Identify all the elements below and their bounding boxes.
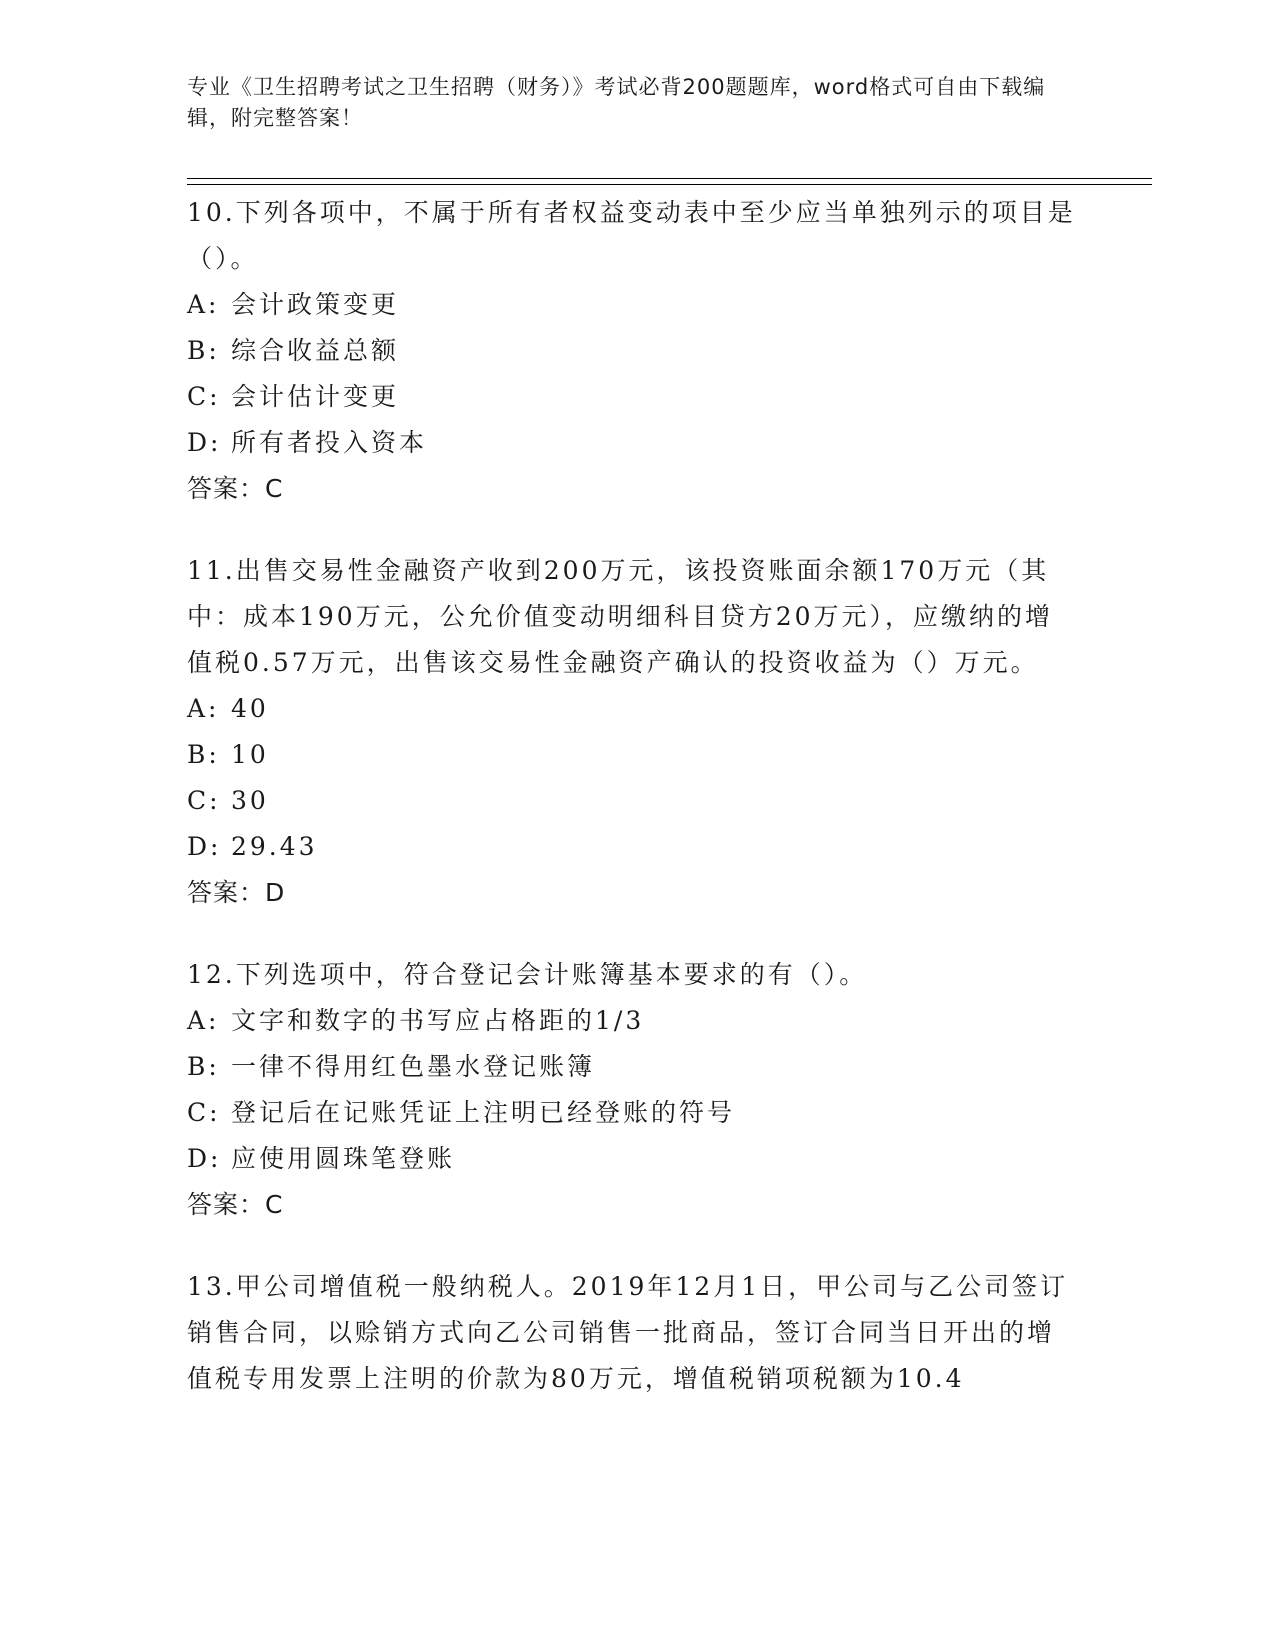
question-13	[187, 1264, 1077, 1402]
option-text: 综合收益总额	[231, 336, 400, 365]
option-letter: B:	[187, 336, 220, 365]
option-letter: B:	[187, 740, 220, 769]
option-text: 登记后在记账凭证上注明已经登账的符号	[231, 1098, 736, 1127]
option-letter: D:	[187, 1144, 222, 1173]
option-text: 会计估计变更	[231, 382, 400, 411]
option-letter: A:	[187, 1006, 220, 1035]
option-text: 所有者投入资本	[231, 428, 428, 457]
question-stem: 11.出售交易性金融资产收到200万元，该投资账面余额170万元（其中：成本190万元，公允价值变动明细科目贷方20万元），应缴纳的增值税0.57万元，出售该交易性金融资产确认的投资收益为（）万元。	[187, 556, 1054, 677]
option-text: 29.43	[231, 832, 318, 861]
option-a	[187, 282, 1077, 328]
option-c	[187, 374, 1077, 420]
option-d	[187, 1136, 1077, 1182]
option-c	[187, 1090, 1077, 1136]
option-letter: B:	[187, 1052, 220, 1081]
document-header: 专业《卫生招聘考试之卫生招聘（财务）》考试必背200题题库，word格式可自由下载编辑，附完整答案！	[187, 75, 1046, 130]
option-letter: A:	[187, 694, 220, 723]
header-divider-bottom	[187, 184, 1152, 185]
option-b	[187, 1044, 1077, 1090]
option-text: 10	[231, 740, 269, 769]
option-letter: C:	[187, 382, 221, 411]
option-letter: D:	[187, 428, 222, 457]
question-stem: 12.下列选项中，符合登记会计账簿基本要求的有（）。	[187, 960, 868, 989]
option-letter: C:	[187, 786, 221, 815]
option-b	[187, 328, 1077, 374]
question-stem: 13.甲公司增值税一般纳税人。2019年12月1日，甲公司与乙公司签订销售合同，以赊销方式向乙公司销售一批商品，签订合同当日开出的增值税专用发票上注明的价款为80万元，增值税销项税额为10.4	[187, 1272, 1069, 1393]
option-a	[187, 686, 1077, 732]
answer-line: 答案：C	[187, 1190, 284, 1219]
option-letter: A:	[187, 290, 220, 319]
question-11	[187, 548, 1077, 916]
option-a	[187, 998, 1077, 1044]
option-letter: D:	[187, 832, 222, 861]
option-b	[187, 732, 1077, 778]
option-text: 一律不得用红色墨水登记账簿	[231, 1052, 596, 1081]
option-d	[187, 420, 1077, 466]
answer-line: 答案：D	[187, 878, 286, 907]
option-text: 30	[231, 786, 269, 815]
question-stem: 10.下列各项中，不属于所有者权益变动表中至少应当单独列示的项目是（）。	[187, 198, 1076, 273]
question-10	[187, 190, 1077, 512]
option-c	[187, 778, 1077, 824]
question-12	[187, 952, 1077, 1228]
option-letter: C:	[187, 1098, 221, 1127]
question-list	[187, 190, 1077, 1438]
option-text: 会计政策变更	[231, 290, 400, 319]
answer-line: 答案：C	[187, 474, 284, 503]
header-divider-top	[187, 178, 1152, 179]
option-d	[187, 824, 1077, 870]
option-text: 应使用圆珠笔登账	[231, 1144, 456, 1173]
option-text: 文字和数字的书写应占格距的1/3	[231, 1006, 645, 1035]
option-text: 40	[231, 694, 269, 723]
